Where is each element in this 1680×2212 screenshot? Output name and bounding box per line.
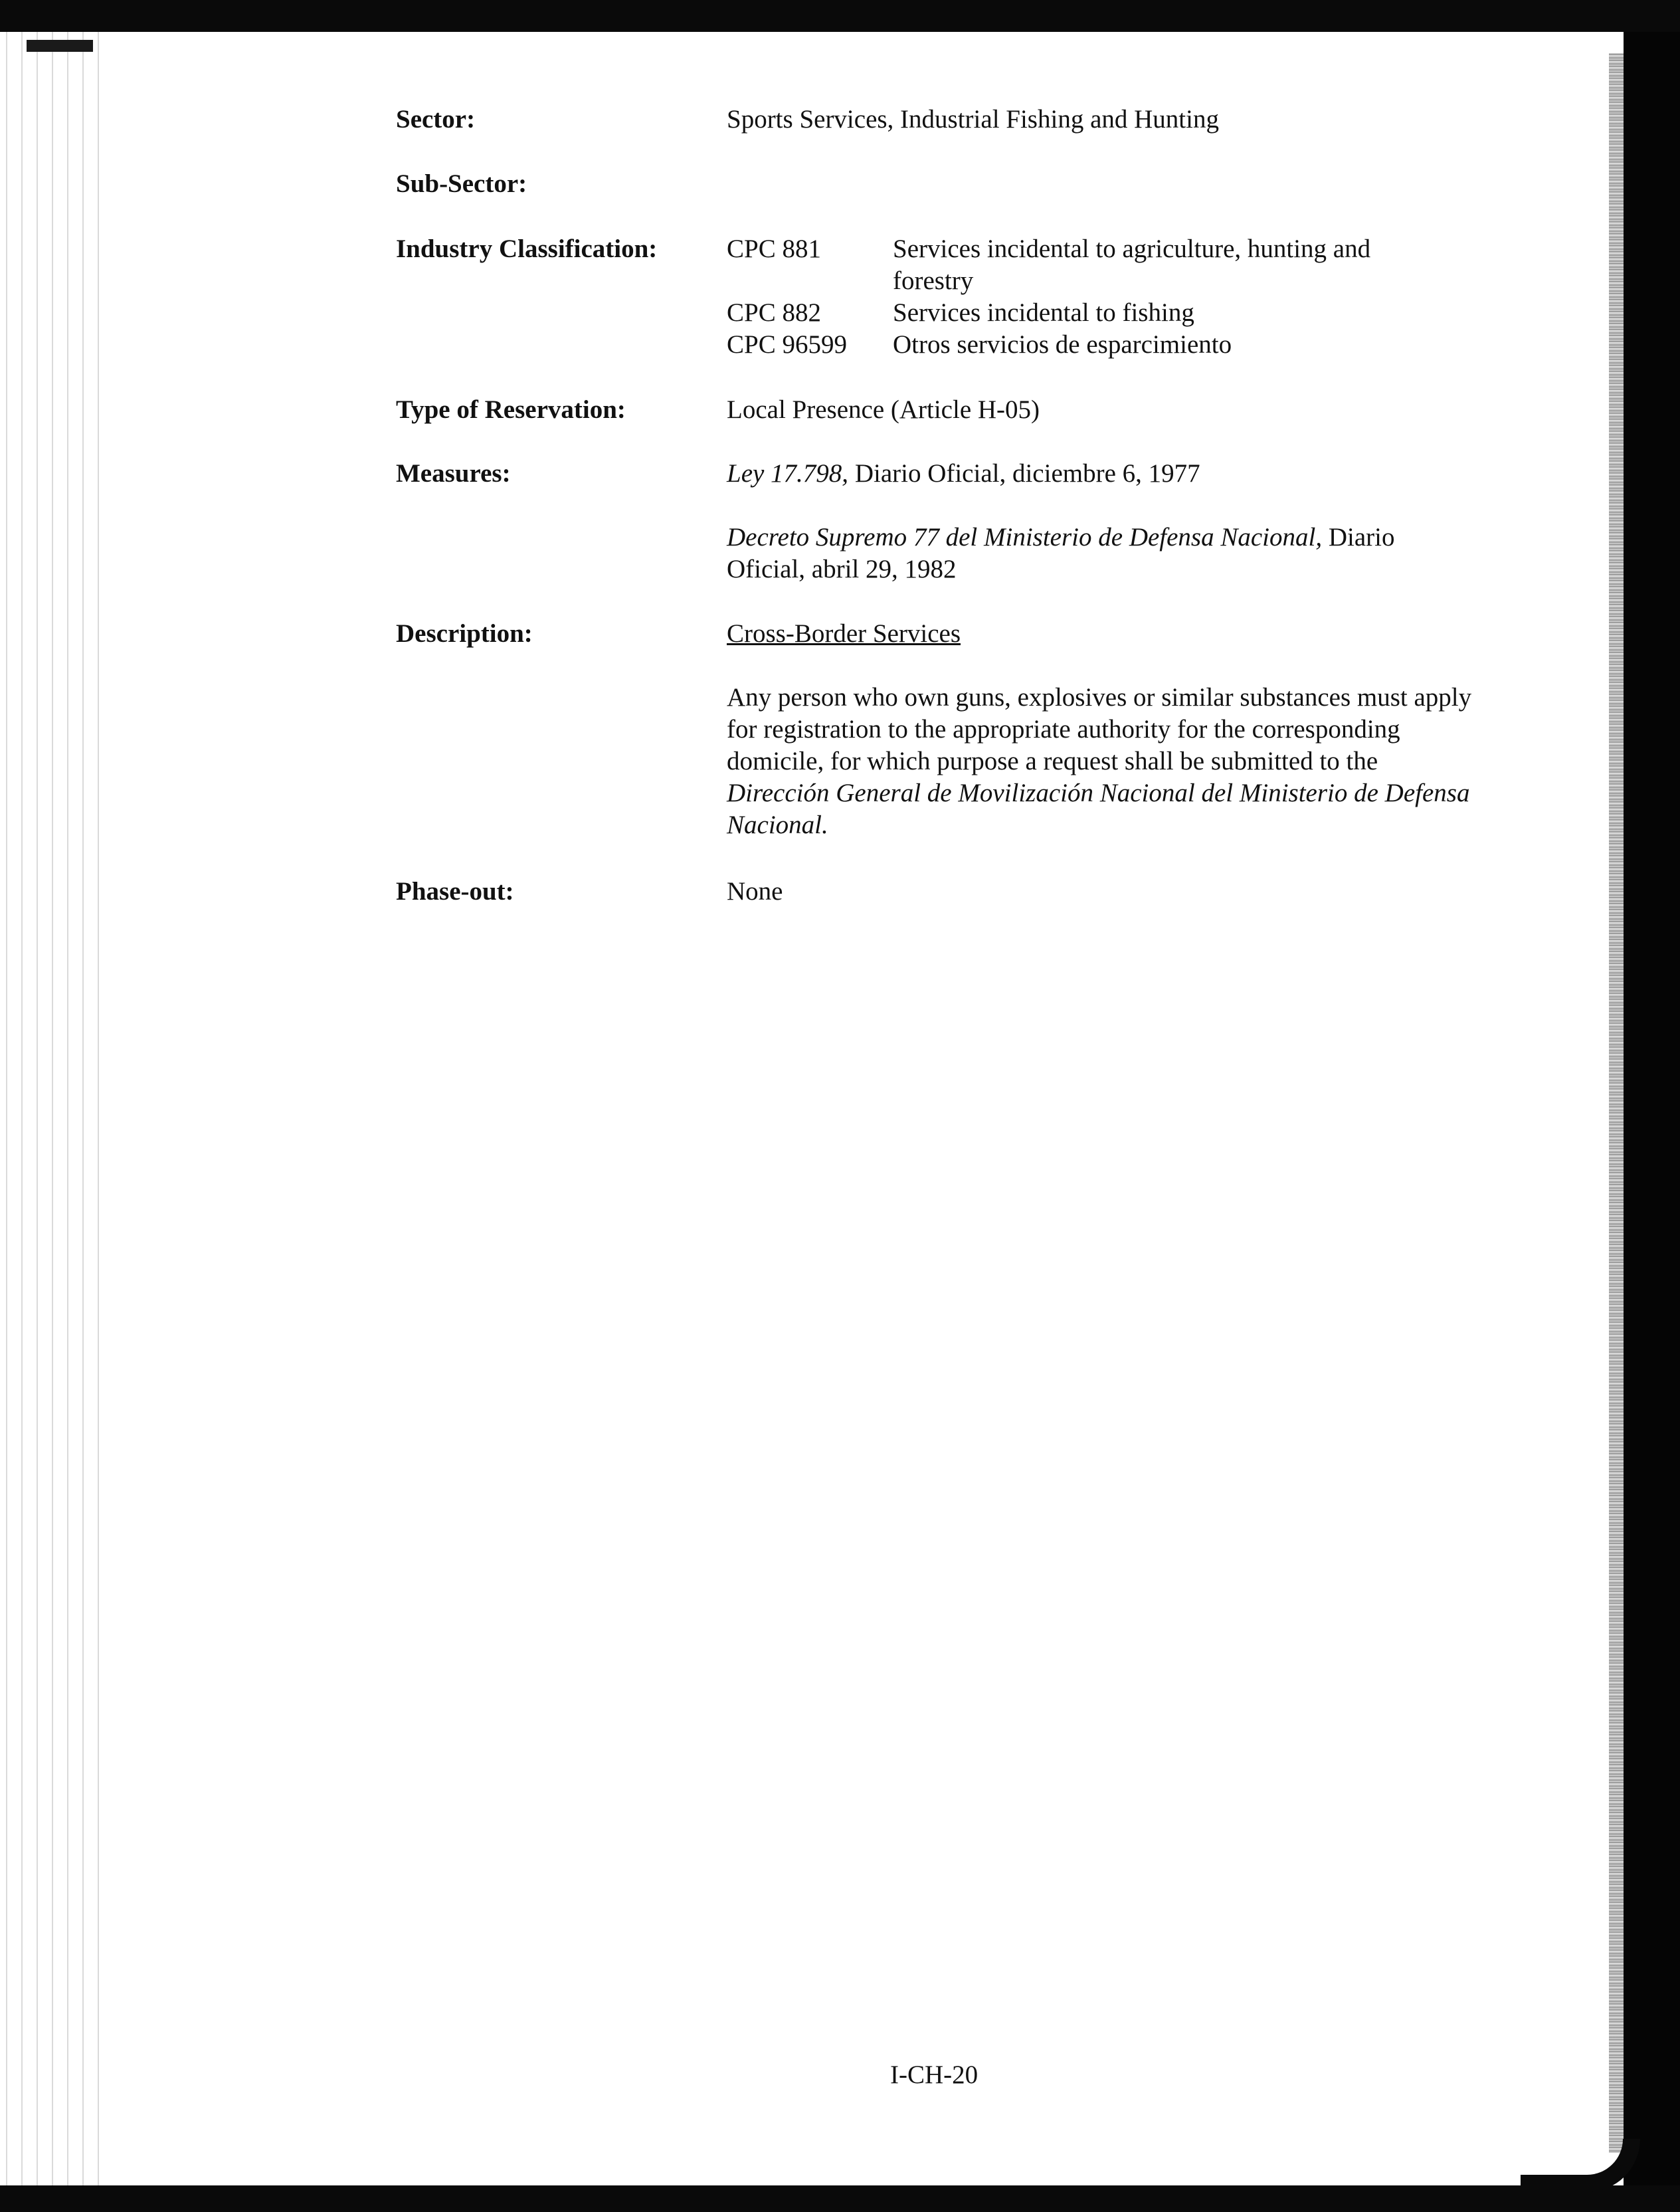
scan-top-border: [0, 0, 1680, 32]
measure-law-title: Ley 17.798,: [727, 459, 849, 488]
measures-list: [727, 458, 1497, 585]
description-body: [727, 682, 1484, 841]
description-heading: Cross-Border Services: [727, 619, 961, 648]
description-content: [727, 618, 1497, 841]
description-label: Description:: [396, 619, 533, 648]
cpc-description: Otros servicios de esparcimiento: [893, 330, 1232, 359]
classification-item: [727, 233, 1497, 297]
phase-out-label: Phase-out:: [396, 877, 514, 906]
cpc-description: Services incidental to agriculture, hunting and forestry: [893, 235, 1371, 295]
phase-out-value: None: [727, 877, 783, 906]
measures-label: Measures:: [396, 459, 511, 488]
scan-left-mark: [27, 40, 93, 52]
scan-bottom-border: [0, 2185, 1680, 2212]
cpc-code: CPC 882: [727, 298, 821, 327]
sub-sector-label: Sub-Sector:: [396, 169, 527, 198]
measure-item: [727, 458, 1497, 490]
measure-law-source: Diario Oficial, diciembre 6, 1977: [848, 459, 1200, 488]
description-body-authority: Dirección General de Movilización Nacional del Ministerio de Defensa Nacional.: [727, 779, 1470, 839]
measure-decree-source: Diario Oficial, abril 29, 1982: [727, 523, 1395, 583]
measure-item: [727, 522, 1457, 585]
page-number: I-CH-20: [890, 2061, 979, 2089]
classification-item: [727, 329, 1497, 361]
industry-classification-list: [727, 233, 1497, 361]
scan-right-page-edge: [1609, 53, 1624, 2153]
scan-bottom-curve: [1521, 2139, 1640, 2192]
cpc-code: CPC 96599: [727, 330, 847, 359]
cpc-code: CPC 881: [727, 235, 821, 263]
sector-value: Sports Services, Industrial Fishing and Hunting: [727, 105, 1219, 134]
description-body-text: Any person who own guns, explosives or similar substances must apply for registration to the appropriate authority for the corresponding domicile, for which purpose a request shall be submitted to the: [727, 683, 1472, 775]
type-of-reservation-label: Type of Reservation:: [396, 395, 626, 424]
measure-decree-title: Decreto Supremo 77 del Ministerio de Defensa Nacional,: [727, 523, 1323, 552]
classification-item: [727, 297, 1497, 329]
scan-left-edge: [0, 32, 100, 2212]
type-of-reservation-value: Local Presence (Article H-05): [727, 395, 1040, 424]
sector-label: Sector:: [396, 105, 476, 134]
industry-classification-label: Industry Classification:: [396, 235, 658, 263]
scan-right-border: [1624, 32, 1680, 2212]
cpc-description: Services incidental to fishing: [893, 298, 1194, 327]
